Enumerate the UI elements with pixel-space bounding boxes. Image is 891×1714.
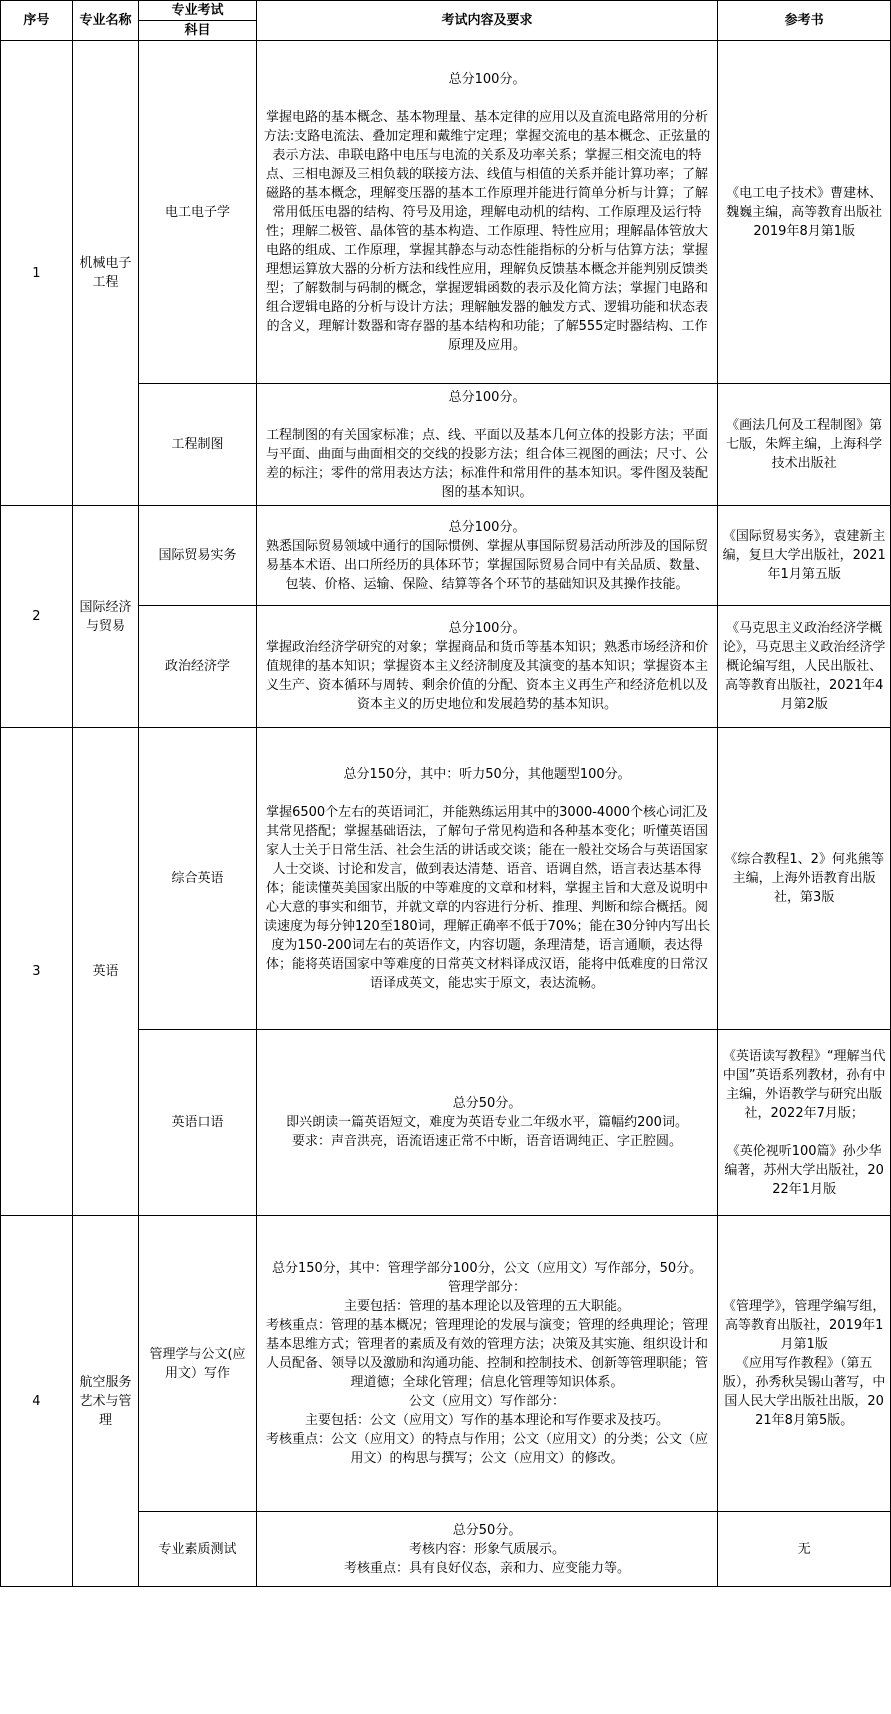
content-paragraph: 主要包括：管理的基本理论以及管理的五大职能。 [344, 1299, 631, 1314]
content-paragraph: 要求：声音洪亮，语流语速正常不中断，语音语调纯正、字正腔圆。 [292, 1134, 683, 1149]
exam-content [256, 506, 718, 606]
content-paragraph [261, 784, 714, 803]
content-paragraph: 公文（应用文）写作部分： [409, 1394, 566, 1409]
subject-name: 国际贸易实务 [139, 506, 256, 606]
subject-name: 政治经济学 [139, 606, 256, 728]
content-paragraph: 考核重点：公文（应用文）的特点与作用；公文（应用文）的分类；公文（应用文）的构思与撰写；公文（应用文）的修改。 [266, 1432, 709, 1466]
subject-name: 管理学与公文(应用文）写作 [139, 1216, 256, 1512]
table-row [1, 41, 891, 384]
row-number: 1 [1, 41, 73, 506]
reference-books: 《画法几何及工程制图》第七版，朱辉主编，上海科学技术出版社 [718, 384, 891, 506]
content-paragraph [261, 407, 714, 426]
content-paragraph: 熟悉国际贸易领域中通行的国际惯例、掌握从事国际贸易活动所涉及的国际贸易基本术语、出口所经历的具体环节；掌握国际贸易合同中有关品质、数量、包装、价格、运输、保险、结算等各个环节的基础知识及其操作技能。 [266, 538, 709, 592]
content-paragraph: 考核内容：形象气质展示。 [409, 1541, 566, 1557]
content-paragraph: 总分150分，其中：管理学部分100分，公文（应用文）写作部分，50分。 [271, 1261, 703, 1276]
reference-books: 《电工电子技术》曹建林、魏巍主编，高等教育出版社2019年8月第1版 [718, 41, 891, 384]
major-name: 英语 [72, 728, 139, 1216]
content-paragraph: 主要包括：公文（应用文）写作的基本理论和写作要求及技巧。 [305, 1413, 670, 1428]
content-paragraph: 总分100分。 [448, 519, 526, 535]
content-paragraph: 掌握6500个左右的英语词汇，并能熟练运用其中的3000-4000个核心词汇及其常见搭配；掌握基础语法，了解句子常见构造和各种基本变化；听懂英语国家人士关于日常生活、社会生活的讲话或交谈；能在一般社交场合与英语国家人士交谈、讨论和发言，做到表达清楚、语音、语调自然，语言表达基本得体；能读懂英美国家出版的中等难度的文章和材料，掌握主旨和大意及说明中心大意的事实和细节，并就文章的内容进行分析、推理、判断和综合概括。阅读速度为每分钟120至180词，理解正确率不低于70%；能在30分钟内写出长度为150-200词左右的英语作文，内容切题，条理清楚，语言通顺，表达得体；能将英语国家中等难度的日常英文材料译成汉语，能将中低难度的日常汉语译成英文，能忠实于原文，表达流畅。 [264, 804, 711, 991]
content-paragraph: 即兴朗读一篇英语短文，难度为英语专业二年级水平，篇幅约200词。 [286, 1115, 688, 1130]
exam-content [256, 1216, 718, 1512]
content-paragraph: 掌握政治经济学研究的对象；掌握商品和货币等基本知识；熟悉市场经济和价值规律的基本知识；掌握资本主义经济制度及其演变的基本知识；掌握资本主义生产、资本循环与周转、剩余价值的分配、资本主义再生产和经济危机以及资本主义的历史地位和发展趋势的基本知识。 [266, 640, 709, 712]
header-books: 参考书 [718, 1, 891, 41]
reference-books: 无 [718, 1512, 891, 1587]
content-paragraph: 掌握电路的基本概念、基本物理量、基本定律的应用以及直流电路常用的分析方法:支路电流法、叠加定理和戴维宁定理；掌握交流电的基本概念、正弦量的表示方法、串联电路中电压与电流的关系及功率关系；掌握三相交流电的特点、三相电源及三相负载的联接方法、线值与相值的关系并能计算功率；了解磁路的基本概念，理解变压器的基本工作原理并能进行简单分析与计算；了解常用低压电器的结构、符号及用途，理解电动机的结构、工作原理及运行特性；理解二极管、晶体管的基本构造、工作原理、特性应用；理解晶体管放大电路的组成、工作原理，掌握其静态与动态性能指标的分析与估算方法；掌握理想运算放大器的分析方法和线性应用，理解负反馈基本概念并能判别反馈类型；了解数制与码制的概念，掌握逻辑函数的表示及化简方法；掌握门电路和组合逻辑电路的分析与设计方法；理解触发器的触发方式、逻辑功能和状态表的含义，理解计数器和寄存器的基本结构和功能；了解555定时器结构、工作原理及应用。 [263, 109, 711, 353]
reference-books: 《国际贸易实务》，袁建新主编，复旦大学出版社，2021年1月第五版 [718, 506, 891, 606]
row-number: 4 [1, 1216, 73, 1587]
content-paragraph: 总分50分。 [452, 1096, 522, 1111]
content-paragraph [261, 89, 714, 108]
content-paragraph: 总分100分。 [448, 389, 526, 405]
subject-name: 专业素质测试 [139, 1512, 256, 1587]
subject-name: 英语口语 [139, 1030, 256, 1216]
subject-name: 综合英语 [139, 728, 256, 1030]
table-row [1, 506, 891, 606]
exam-content [256, 41, 718, 384]
exam-content [256, 1030, 718, 1216]
reference-books: 《英语读写教程》“理解当代中国”英语系列教材，孙有中主编，外语教学与研究出版社，2022年7月版； 《英伦视听100篇》孙少华编著，苏州大学出版社，2022年1月版 [718, 1030, 891, 1216]
header-subject-line1: 专业考试 [139, 1, 256, 21]
row-number: 2 [1, 506, 73, 728]
exam-content [256, 1512, 718, 1587]
header-content: 考试内容及要求 [256, 1, 718, 41]
exam-content [256, 384, 718, 506]
content-paragraph: 工程制图的有关国家标准；点、线、平面以及基本几何立体的投影方法；平面与平面、曲面与曲面相交的交线的投影方法；组合体三视图的画法；尺寸、公差的标注；零件的常用表达方法；标准件和常用件的基本知识。零件图及装配图的基本知识。 [266, 427, 709, 500]
exam-content [256, 728, 718, 1030]
reference-books: 《综合教程1、2》何兆熊等主编，上海外语教育出版社，第3版 [718, 728, 891, 1030]
header-subject-line2: 科目 [139, 21, 256, 41]
exam-content [256, 606, 718, 728]
header-no: 序号 [1, 1, 73, 41]
exam-table-body [1, 41, 891, 1587]
major-name: 国际经济与贸易 [72, 506, 139, 728]
row-number: 3 [1, 728, 73, 1216]
major-name: 航空服务艺术与管理 [72, 1216, 139, 1587]
header-major: 专业名称 [72, 1, 139, 41]
content-paragraph: 总分50分。 [452, 1522, 522, 1538]
content-paragraph: 总分150分，其中：听力50分，其他题型100分。 [343, 766, 631, 782]
content-paragraph: 管理学部分： [448, 1280, 527, 1295]
content-paragraph: 总分100分。 [448, 621, 526, 636]
subject-name: 电工电子学 [139, 41, 256, 384]
reference-books: 《马克思主义政治经济学概论》，马克思主义政治经济学概论编写组，人民出版社、高等教育出版社，2021年4月第2版 [718, 606, 891, 728]
content-paragraph: 考核重点：管理的基本概况；管理理论的发展与演变；管理的经典理论；管理基本思维方式；管理者的素质及有效的管理方法；决策及其实施、组织设计和人员配备、领导以及激励和沟通功能、控制和控制技术、创新等管理职能；管理道德；全球化管理；信息化管理等知识体系。 [266, 1318, 709, 1390]
table-row [1, 1216, 891, 1512]
subject-name: 工程制图 [139, 384, 256, 506]
major-name: 机械电子工程 [72, 41, 139, 506]
table-row [1, 728, 891, 1030]
reference-books: 《管理学》，管理学编写组，高等教育出版社，2019年1月第1版 《应用写作教程》（第五版），孙秀秋吴锡山著写，中国人民大学出版社出版，2021年8月第5版。 [718, 1216, 891, 1512]
content-paragraph: 总分100分。 [448, 71, 526, 87]
content-paragraph: 考核重点：具有良好仪态，亲和力、应变能力等。 [344, 1560, 631, 1576]
